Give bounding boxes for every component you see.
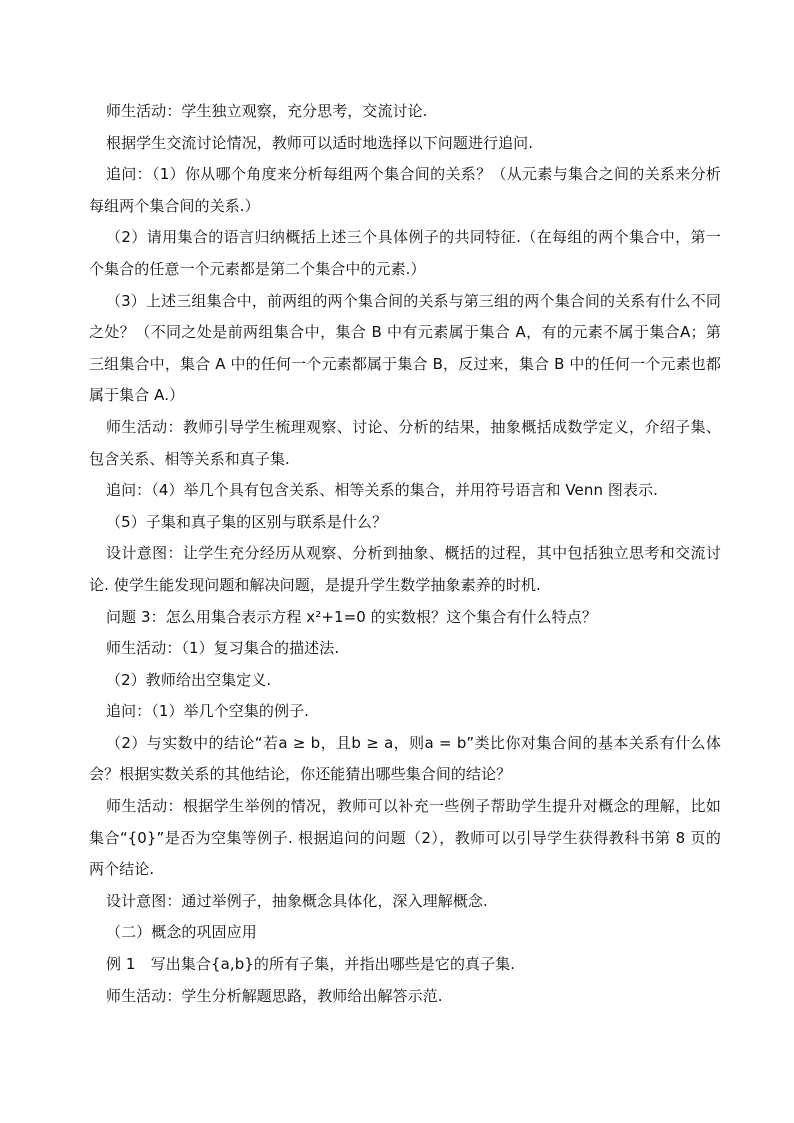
paragraph-student-activity: 师生活动：学生独立观察，充分思考，交流讨论. xyxy=(106,102,428,120)
paragraph-follow-up-question-5: （5）子集和真子集的区别与联系是什么？ xyxy=(106,512,388,531)
paragraph-solution-activity: 师生活动：学生分析解题思路，教师给出解答示范. xyxy=(106,986,443,1005)
paragraph-example-1: 例 1 写出集合{a,b}的所有子集，并指出哪些是它的真子集. xyxy=(106,955,516,974)
paragraph-teacher-guidance: 师生活动：教师引导学生梳理观察、讨论、分析的结果，抽象概括成数学定义，介绍子集、包含关系、相等关系和真子集. xyxy=(89,417,721,468)
paragraph-follow-up-question-4: 追问：（4）举几个具有包含关系、相等关系的集合，并用符号语言和 Venn 图表示. xyxy=(106,481,658,500)
paragraph-question-3: 问题 3：怎么用集合表示方程 x²+1=0 的实数根？这个集合有什么特点？ xyxy=(106,607,597,626)
document-content xyxy=(89,96,721,1012)
paragraph-empty-set-examples: 追问：（1）举几个空集的例子. xyxy=(106,702,310,721)
paragraph-teacher-supplement: 师生活动：根据学生举例的情况，教师可以补充一些例子帮助学生提升对概念的理解，比如集合“{0}”是否为空集等例子. 根据追问的问题（2），教师可以引导学生获得教科书第 8 页的两个结论. xyxy=(89,797,721,879)
paragraph-empty-set-definition: （2）教师给出空集定义. xyxy=(106,670,272,689)
section-heading-concept-application: （二）概念的巩固应用 xyxy=(106,923,257,942)
paragraph-design-intent-1: 设计意图：让学生充分经历从观察、分析到抽象、概括的过程，其中包括独立思考和交流讨论. 使学生能发现问题和解决问题，是提升学生数学抽象素养的时机. xyxy=(89,544,721,594)
paragraph-follow-up-question-1: 追问：（1）你从哪个角度来分析每组两个集合间的关系？（从元素与集合之间的关系来分析每组两个集合间的关系.） xyxy=(89,165,721,215)
paragraph-real-number-analogy: （2）与实数中的结论“若a ≥ b，且b ≥ a，则a = b”类比你对集合间的基本关系有什么体会？根据实数关系的其他结论，你还能猜出哪些集合间的结论？ xyxy=(89,733,721,784)
paragraph-follow-up-question-3: （3）上述三组集合中，前两组的两个集合间的关系与第三组的两个集合间的关系有什么不同之处？（不同之处是前两组集合中，集合 B 中有元素属于集合 A，有的元素不属于集合A；第三组集合中，集合 A 中的任何一个元素都属于集合 B，反过来，集合 B 中的任何一个元素也都属于集合 A.） xyxy=(89,291,721,405)
paragraph-follow-up-question-2: （2）请用集合的语言归纳概括上述三个具体例子的共同特征.（在每组的两个集合中，第一个集合的任意一个元素都是第二个集合中的元素.） xyxy=(89,228,721,278)
paragraph-review-description-method: 师生活动：（1）复习集合的描述法. xyxy=(106,639,340,658)
paragraph-design-intent-2: 设计意图：通过举例子，抽象概念具体化，深入理解概念. xyxy=(106,891,488,910)
paragraph-teacher-follow-up-note: 根据学生交流讨论情况，教师可以适时地选择以下问题进行追问. xyxy=(106,133,534,152)
